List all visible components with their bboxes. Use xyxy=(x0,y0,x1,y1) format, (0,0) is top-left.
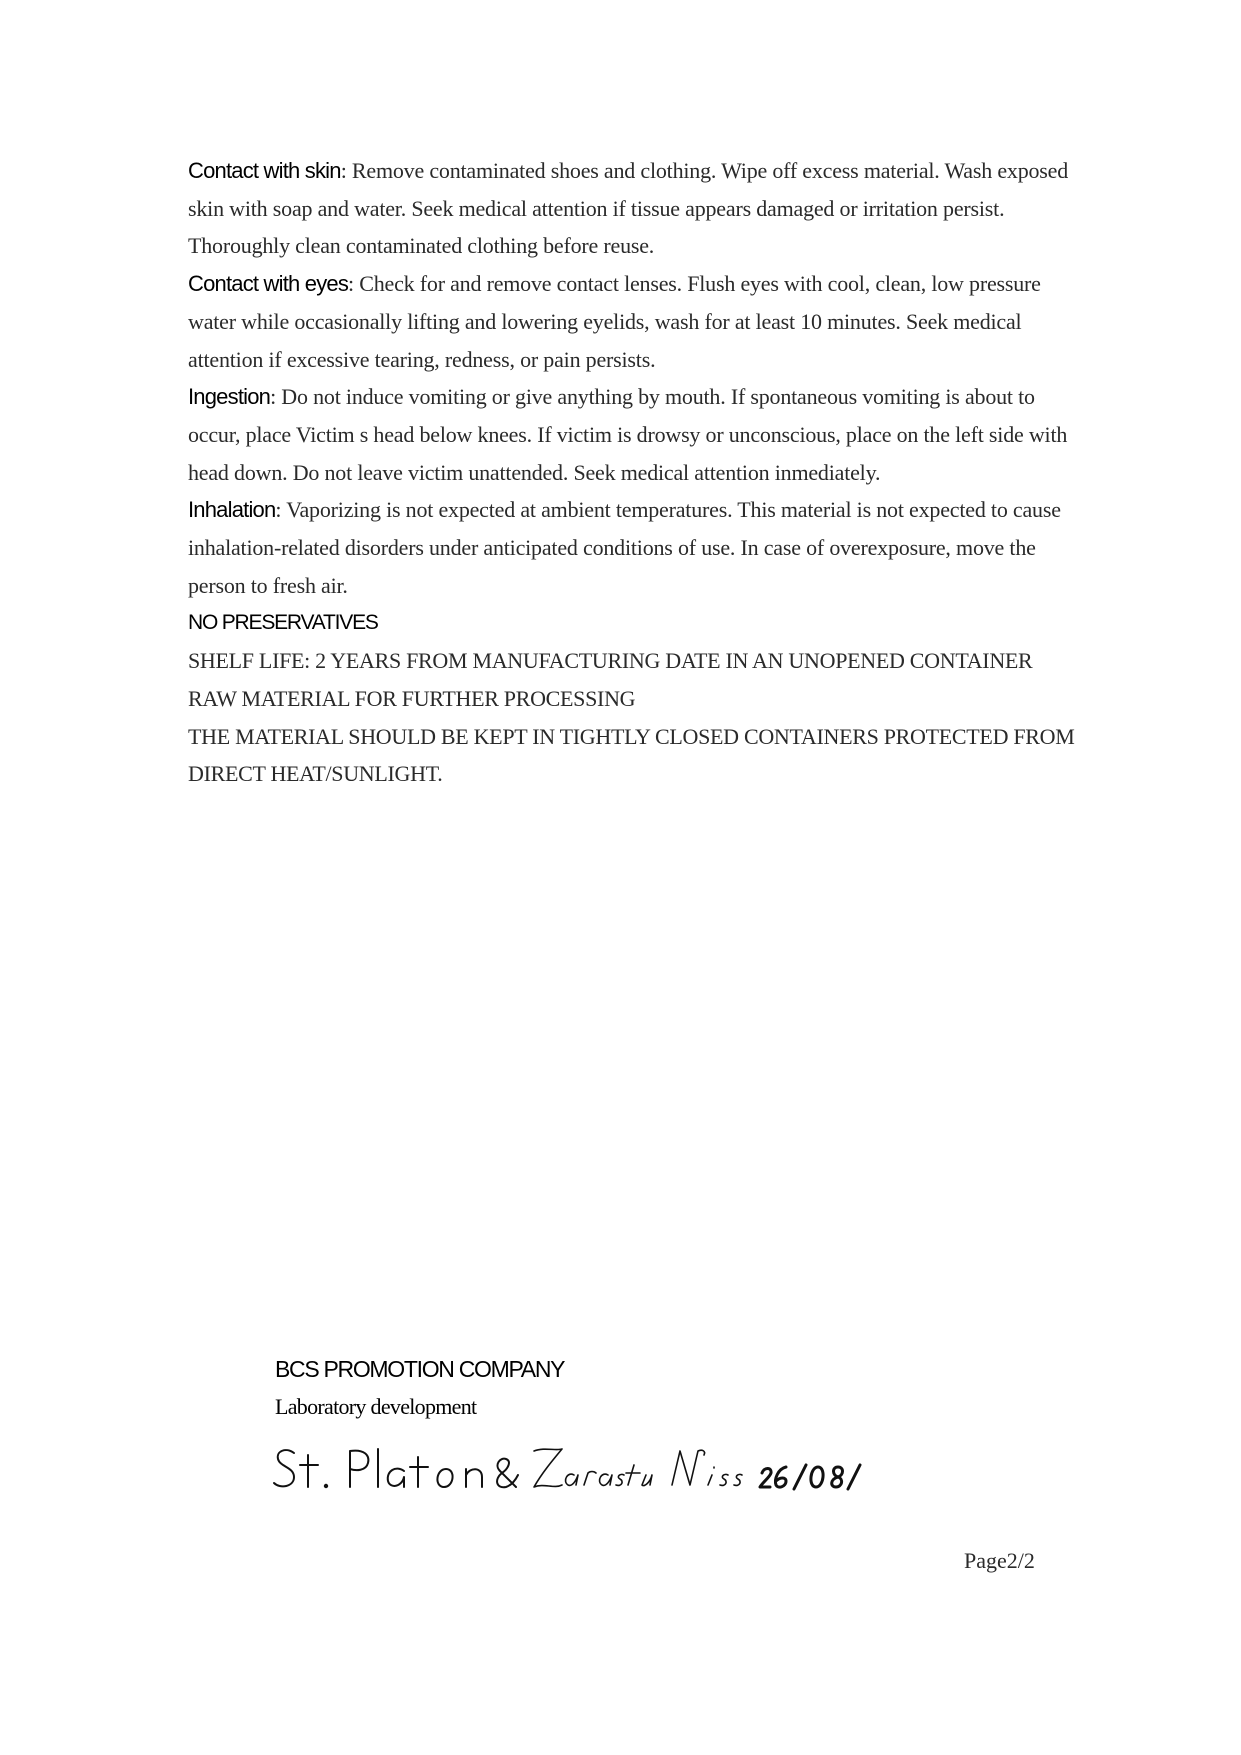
department-name: Laboratory development xyxy=(275,1394,477,1419)
section-label: Contact with skin xyxy=(188,158,341,183)
section-text: : Vaporizing is not expected at ambient temperatures. This material is not expected to cause inhalation-related disorders under anticipated conditions of use. In case of overexposure, move the person to fresh air. xyxy=(188,497,1061,598)
section-inhalation xyxy=(188,491,1088,604)
company-block xyxy=(275,1350,564,1426)
note-raw-material: RAW MATERIAL FOR FURTHER PROCESSING xyxy=(188,685,636,711)
note-storage: THE MATERIAL SHOULD BE KEPT IN TIGHTLY CLOSED CONTAINERS PROTECTED FROM DIRECT HEAT/SUNLIGHT. xyxy=(188,723,1075,787)
section-text: : Remove contaminated shoes and clothing. Wipe off excess material. Wash exposed skin with soap and water. Seek medical attention if tissue appears damaged or irritation persist. Thoroughly clean contaminated clothing before reuse. xyxy=(188,158,1069,259)
signature-image xyxy=(272,1437,872,1497)
section-text: : Check for and remove contact lenses. Flush eyes with cool, clean, low pressure water while occasionally lifting and lowering eyelids, wash for at least 10 minutes. Seek medical attention if excessive tearing, redness, or pain persists. xyxy=(188,271,1041,372)
section-label: Contact with eyes xyxy=(188,271,349,297)
note-no-preservatives: NO PRESERVATIVES xyxy=(188,611,378,635)
company-name: BCS PROMOTION COMPANY xyxy=(275,1356,565,1382)
section-label: Ingestion xyxy=(188,384,271,410)
document-body xyxy=(188,152,1088,793)
handwritten-signature xyxy=(272,1437,872,1497)
section-contact-skin xyxy=(188,152,1088,265)
section-label: Inhalation xyxy=(188,497,276,523)
section-text: : Do not induce vomiting or give anything by mouth. If spontaneous vomiting is about to occur, place Victim s head below knees. If victim is drowsy or unconscious, place on the left side with head down. Do not leave victim unattended. Seek medical attention inmediately. xyxy=(188,384,1068,485)
note-shelf-life: SHELF LIFE: 2 YEARS FROM MANUFACTURING DATE IN AN UNOPENED CONTAINER xyxy=(188,648,1033,674)
section-ingestion xyxy=(188,378,1088,491)
section-contact-eyes xyxy=(188,265,1088,378)
page-number: Page2/2 xyxy=(964,1548,1035,1573)
